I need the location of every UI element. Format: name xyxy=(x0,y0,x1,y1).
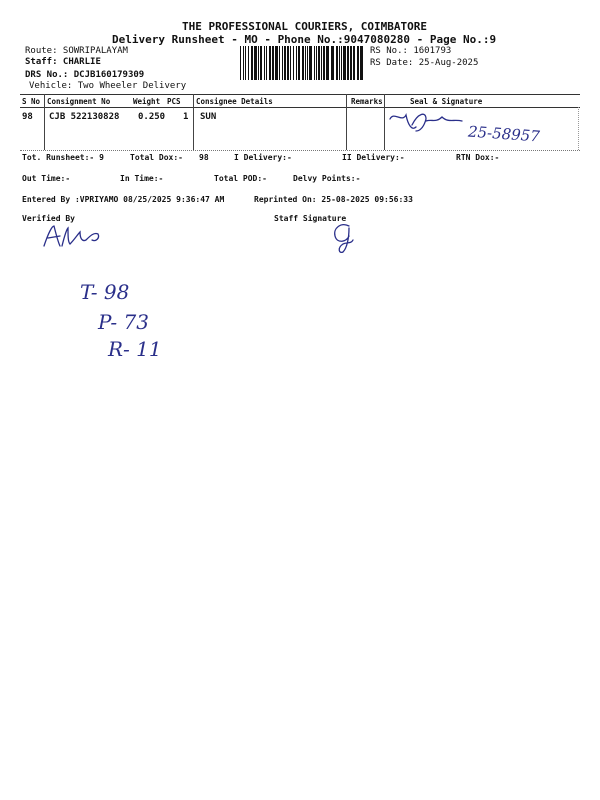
out-time: Out Time:- xyxy=(22,174,71,183)
header-pcs: PCS xyxy=(167,97,181,106)
in-time: In Time:- xyxy=(120,174,164,183)
header-consignee: Consignee Details xyxy=(196,97,273,106)
total-pod: Total POD:- xyxy=(214,174,267,183)
tot-runsheet: Tot. Runsheet:- 9 xyxy=(22,153,104,162)
ii-delivery: II Delivery:- xyxy=(342,153,405,162)
verified-by: Verified By xyxy=(22,214,75,223)
staff-signature xyxy=(325,218,365,258)
total-dox-value: 98 xyxy=(199,153,209,162)
header-weight: Weight xyxy=(133,97,161,106)
vehicle-label: Vehicle: Two Wheeler Delivery xyxy=(29,81,187,91)
barcode xyxy=(240,46,366,80)
verified-signature xyxy=(38,220,118,252)
staff-signature-label: Staff Signature xyxy=(274,214,347,223)
staff-label: Staff: CHARLIE xyxy=(25,57,101,67)
rtn-dox: RTN Dox:- xyxy=(456,153,500,162)
drs-number: DRS No.: DCJB160179309 xyxy=(25,70,145,80)
row-pcs: 1 xyxy=(183,112,189,122)
delvy-points: Delvy Points:- xyxy=(293,174,361,183)
header-sno: S No xyxy=(22,97,41,106)
row-consignment: CJB 522130828 xyxy=(49,112,120,122)
route-label: Route: SOWRIPALAYAM xyxy=(25,46,128,56)
col-divider xyxy=(44,94,45,150)
runsheet-subtitle: Delivery Runsheet - MO - Phone No.:9047080280 - Page No.:9 xyxy=(112,33,497,46)
handwritten-note-return: R- 11 xyxy=(108,337,162,361)
col-divider xyxy=(193,94,194,150)
entered-by: Entered By :VPRIYAMO 08/25/2025 9:36:47 AM xyxy=(22,195,225,204)
row-weight: 0.250 xyxy=(138,112,166,122)
header-consignment: Consignment No xyxy=(47,97,111,106)
total-dox-label: Total Dox:- xyxy=(130,153,183,162)
handwritten-note-total: T- 98 xyxy=(80,280,130,304)
company-title: THE PROFESSIONAL COURIERS, COIMBATORE xyxy=(182,20,428,33)
col-divider xyxy=(346,94,347,150)
row-sno: 98 xyxy=(22,112,33,122)
handwritten-note-pod: P- 73 xyxy=(98,310,149,334)
header-seal-signature: Seal & Signature xyxy=(410,97,483,106)
seal-number-handwritten: 25-58957 xyxy=(467,122,541,146)
rs-date: RS Date: 25-Aug-2025 xyxy=(370,58,479,68)
reprinted-on: Reprinted On: 25-08-2025 09:56:33 xyxy=(254,195,413,204)
header-remarks: Remarks xyxy=(351,97,383,106)
i-delivery: I Delivery:- xyxy=(234,153,292,162)
table-top-border xyxy=(20,94,580,95)
row-consignee: SUN xyxy=(200,112,217,122)
table-bottom-border xyxy=(20,150,580,151)
col-divider xyxy=(578,107,579,150)
rs-number: RS No.: 1601793 xyxy=(370,46,452,56)
